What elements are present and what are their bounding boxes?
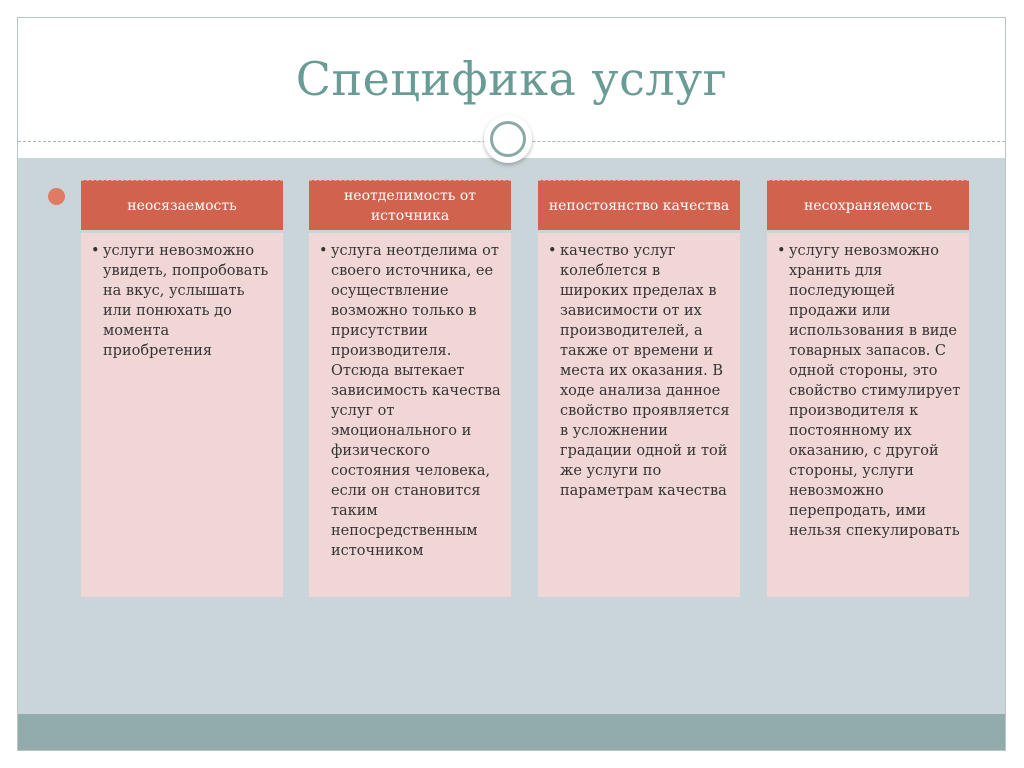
column-body: [767, 233, 969, 597]
column-body: [81, 233, 283, 597]
column-intangibility: [81, 180, 283, 597]
column-inseparability: [309, 180, 511, 597]
column-text: услуга неотделима от своего источника, ее осуществление возможно только в присутствии производителя. Отсюда вытекает зависимость качества услуг от эмоционального и физического состояния человека, если он становится таким непосредственным источником: [331, 243, 501, 559]
bullet-dot-icon: [48, 188, 65, 205]
bullet-icon: •: [91, 243, 100, 259]
column-header: несохраняемость: [767, 180, 969, 230]
footer-band: [18, 714, 1005, 750]
column-body: [538, 233, 740, 597]
column-text: качество услуг колеблется в широких пределах в зависимости от их производителей, а также от времени и места их оказания. В ходе анализа данное свойство проявляется в усложнении градации одной и той же услуги по параметрам качества: [560, 243, 730, 499]
column-text: услуги невозможно увидеть, попробовать на вкус, услышать или понюхать до момента приобретения: [103, 243, 269, 359]
bullet-icon: •: [777, 243, 786, 259]
column-header: непостоянство качества: [538, 180, 740, 230]
bullet-icon: •: [548, 243, 557, 259]
column-header: неосязаемость: [81, 180, 283, 230]
slide: [17, 17, 1006, 751]
column-variability: [538, 180, 740, 597]
ring-ornament-icon: [484, 115, 532, 163]
slide-title: Специфика услуг: [295, 52, 728, 106]
ring-inner: [490, 121, 526, 157]
column-body: [309, 233, 511, 597]
column-text: услугу невозможно хранить для последующей продажи или использования в виде товарных запасов. С одной стороны, это свойство стимулирует производителя к постоянному их оказанию, с другой стороны, услуги невозможно перепродать, ими нельзя спекулировать: [789, 243, 961, 539]
column-header: неотделимость от источника: [309, 180, 511, 230]
bullet-icon: •: [319, 243, 328, 259]
column-perishability: [767, 180, 969, 597]
